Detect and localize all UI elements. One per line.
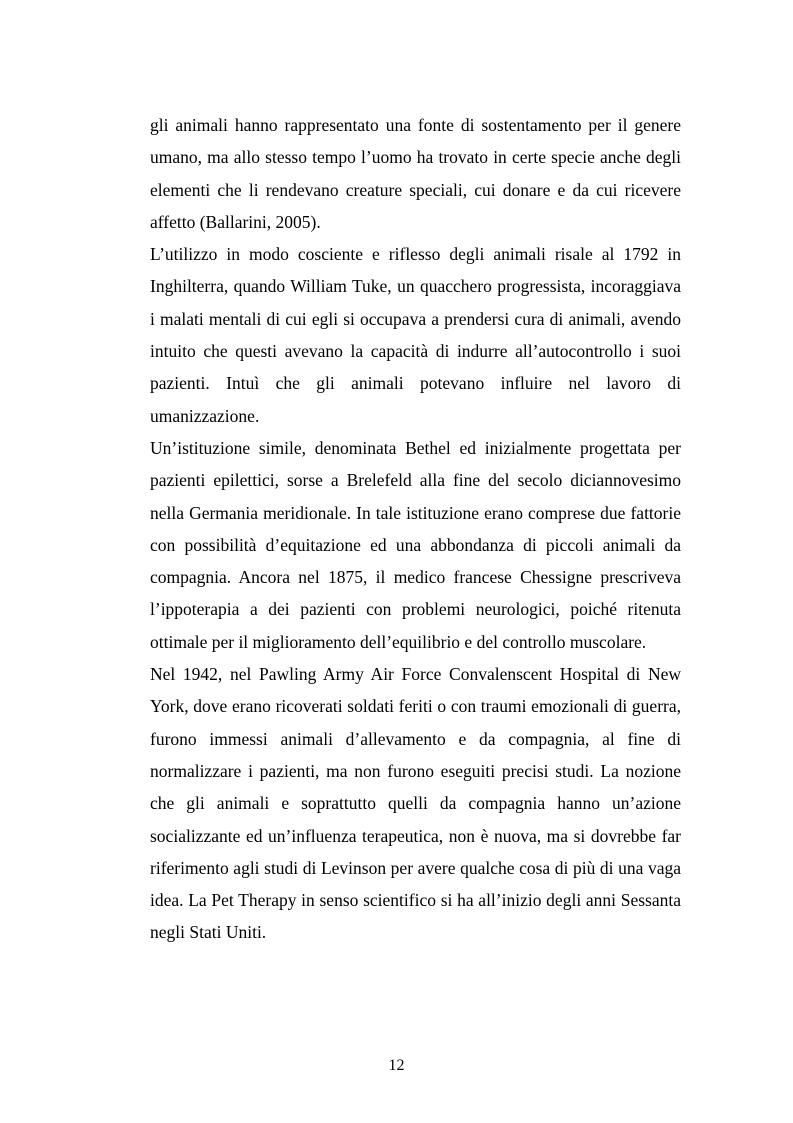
paragraph-4: Nel 1942, nel Pawling Army Air Force Convalenscent Hospital di New York, dove erano ricoverati soldati feriti o con traumi emozionali di guerra, furono immessi animali d’allevamento e da compagnia, al fine di normalizzare i pazienti, ma non furono eseguiti precisi studi. La nozione che gli animali e soprattutto quelli da compagnia hanno un’azione socializzante ed un’influenza terapeutica, non è nuova, ma si dovrebbe far riferimento agli studi di Levinson per avere qualche cosa di più di una vaga idea. La Pet Therapy in senso scientifico si ha all’inizio degli anni Sessanta negli Stati Uniti.	[150, 664, 681, 943]
paragraph-2: L’utilizzo in modo cosciente e riflesso degli animali risale al 1792 in Inghilterra, quando William Tuke, un quacchero progressista, incoraggiava i malati mentali di cui egli si occupava a prendersi cura di animali, avendo intuito che questi avevano la capacità di indurre all’autocontrollo i suoi pazienti. Intuì che gli animali potevano influire nel lavoro di umanizzazione.	[150, 244, 681, 426]
paragraph-1: gli animali hanno rappresentato una fonte di sostentamento per il genere umano, ma allo stesso tempo l’uomo ha trovato in certe specie anche degli elementi che li rendevano creature speciali, cui donare e da cui ricevere affetto (Ballarini, 2005).	[150, 115, 681, 232]
body-text	[150, 109, 681, 949]
page-number: 12	[388, 1057, 405, 1074]
paragraph-3: Un’istituzione simile, denominata Bethel ed inizialmente progettata per pazienti epilettici, sorse a Brelefeld alla fine del secolo diciannovesimo nella Germania meridionale. In tale istituzione erano comprese due fattorie con possibilità d’equitazione ed una abbondanza di piccoli animali da compagnia. Ancora nel 1875, il medico francese Chessigne prescriveva l’ippoterapia a dei pazienti con problemi neurologici, poiché ritenuta ottimale per il miglioramento dell’equilibrio e del controllo muscolare.	[150, 437, 681, 652]
